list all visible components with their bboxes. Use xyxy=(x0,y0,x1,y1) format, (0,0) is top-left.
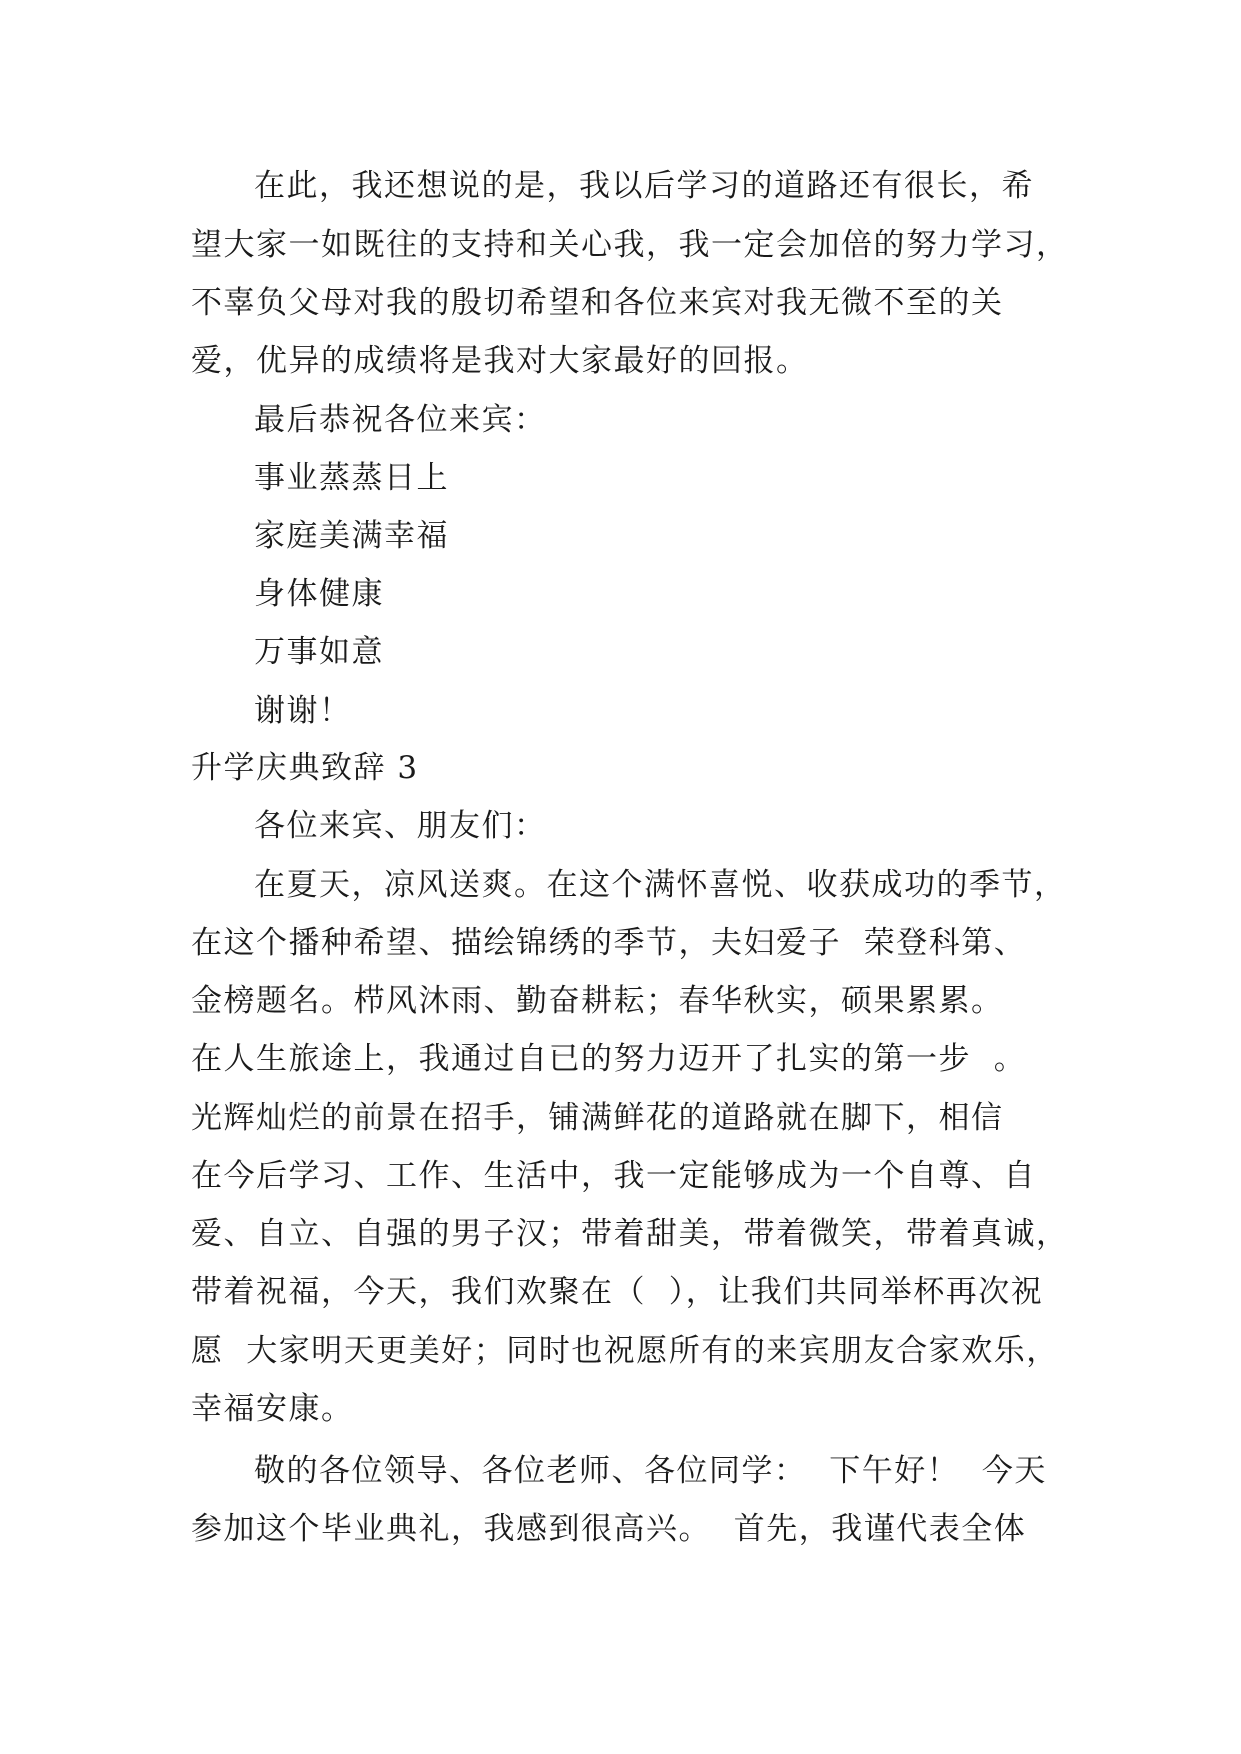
section-heading: 升学庆典致辞 3 xyxy=(191,750,419,786)
paragraph-line: 最后恭祝各位来宾： xyxy=(254,402,547,438)
paragraph-line: 参加这个毕业典礼，我感到很高兴。 首先，我谨代表全体 xyxy=(191,1511,1027,1547)
paragraph-line: 金榜题名。栉风沐雨、勤奋耕耘；春华秋实，硕果累累。 xyxy=(191,983,1004,1019)
paragraph-line: 带着祝福，今天，我们欢聚在（ ），让我们共同举杯再次祝 xyxy=(191,1274,1044,1310)
paragraph-line: 望大家一如既往的支持和关心我，我一定会加倍的努力学习， xyxy=(191,227,1069,263)
blessing-line: 万事如意 xyxy=(254,634,384,670)
salutation-line: 各位来宾、朋友们： xyxy=(254,808,547,844)
blessing-line: 家庭美满幸福 xyxy=(254,518,449,554)
paragraph-line: 光辉灿烂的前景在招手，铺满鲜花的道路就在脚下，相信 xyxy=(191,1100,1004,1136)
paragraph-line: 爱、自立、自强的男子汉；带着甜美，带着微笑，带着真诚， xyxy=(191,1216,1069,1252)
paragraph-line: 在人生旅途上，我通过自已的努力迈开了扎实的第一步 。 xyxy=(191,1041,1027,1077)
paragraph-line: 在此，我还想说的是，我以后学习的道路还有很长，希 xyxy=(254,168,1034,204)
paragraph-line: 谢谢！ xyxy=(254,693,352,729)
paragraph-line: 在今后学习、工作、生活中，我一定能够成为一个自尊、自 xyxy=(191,1158,1036,1194)
paragraph-line: 不辜负父母对我的殷切希望和各位来宾对我无微不至的关 xyxy=(191,285,1004,321)
paragraph-line: 爱，优异的成绩将是我对大家最好的回报。 xyxy=(191,343,809,379)
paragraph-line: 敬的各位领导、各位老师、各位同学： 下午好！ 今天 xyxy=(254,1453,1047,1489)
paragraph-line: 在夏天，凉风送爽。在这个满怀喜悦、收获成功的季节， xyxy=(254,867,1067,903)
paragraph-line: 在这个播种希望、描绘锦绣的季节，夫妇爱子 荣登科第、 xyxy=(191,925,1027,961)
blessing-line: 事业蒸蒸日上 xyxy=(254,460,449,496)
blessing-line: 身体健康 xyxy=(254,576,384,612)
paragraph-line: 幸福安康。 xyxy=(191,1391,354,1427)
paragraph-line: 愿 大家明天更美好；同时也祝愿所有的来宾朋友合家欢乐， xyxy=(191,1333,1059,1369)
